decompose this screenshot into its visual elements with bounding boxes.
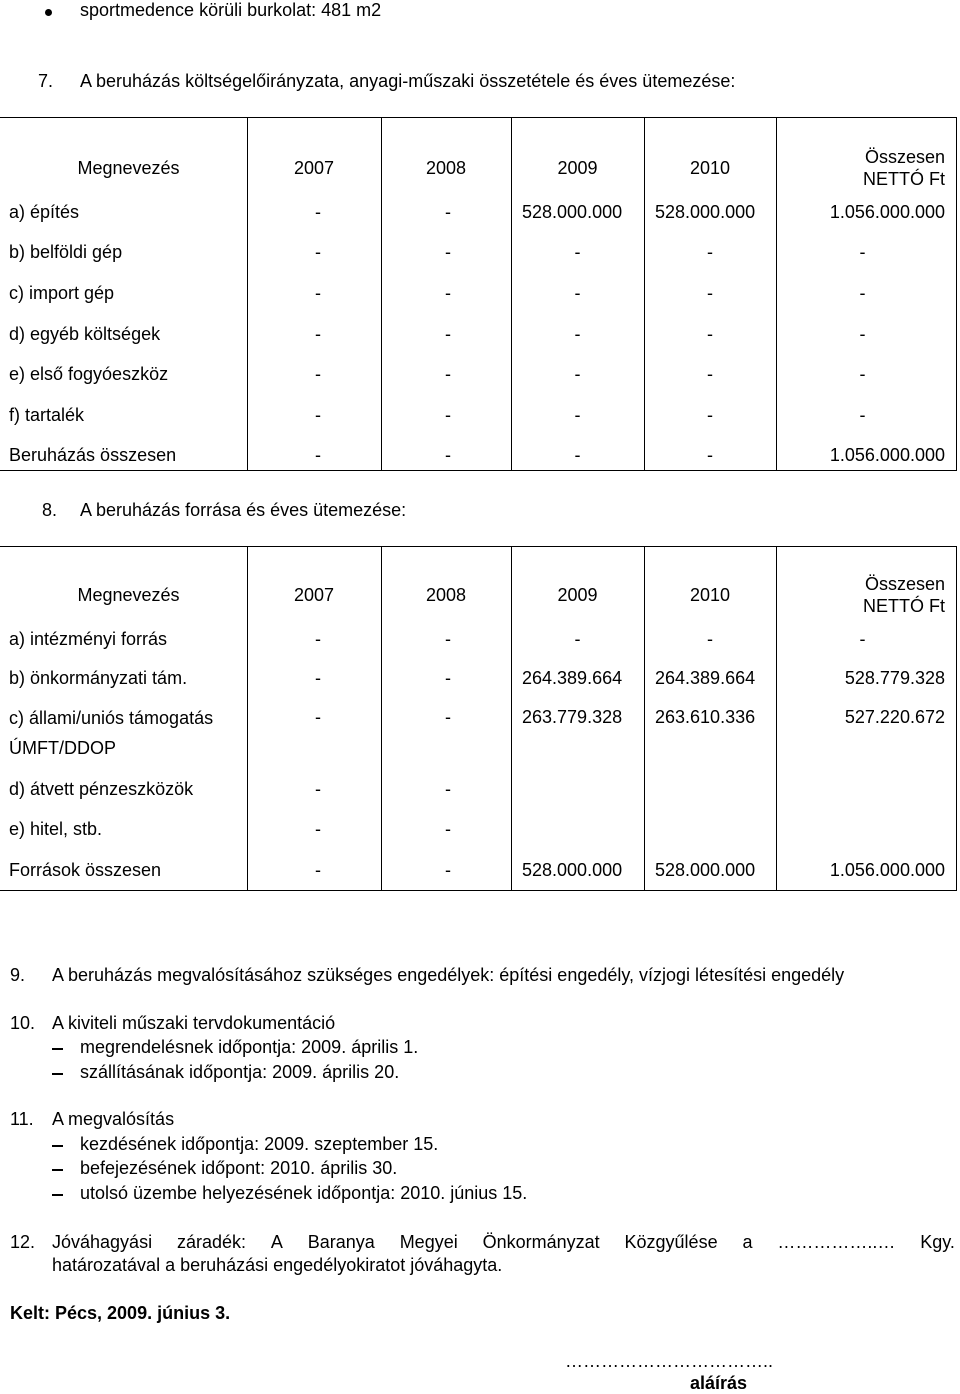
cell: - bbox=[707, 364, 713, 384]
cell: - bbox=[707, 405, 713, 425]
table-row bbox=[0, 232, 945, 273]
cell: 528.000.000 bbox=[655, 859, 756, 880]
cell: 263.610.336 bbox=[655, 707, 756, 727]
cell: - bbox=[859, 364, 866, 384]
cell: - bbox=[315, 819, 321, 839]
table-header-row bbox=[0, 547, 945, 619]
header-2008: 2008 bbox=[425, 585, 467, 605]
cell: - bbox=[859, 242, 866, 262]
cell: - bbox=[315, 778, 321, 799]
cell: - bbox=[315, 667, 321, 688]
cell: - bbox=[574, 242, 581, 262]
dash-bullet bbox=[52, 1194, 63, 1196]
cell: 1.056.000.000 bbox=[829, 859, 945, 880]
date-place: Kelt: Pécs, 2009. június 3. bbox=[10, 1303, 231, 1323]
row-label: a) intézményi forrás bbox=[9, 628, 168, 649]
word: Jóváhagyási bbox=[52, 1232, 153, 1252]
cell: - bbox=[445, 364, 451, 384]
table-2-border bbox=[956, 546, 957, 891]
section-8-title: A beruházás forrása és éves ütemezése: bbox=[80, 500, 407, 520]
cell: - bbox=[445, 405, 451, 425]
word: ……………..… bbox=[777, 1232, 896, 1252]
table-total-row bbox=[0, 850, 945, 890]
word: Önkormányzat bbox=[482, 1232, 600, 1252]
section-7-number: 7. bbox=[38, 71, 54, 91]
cell: - bbox=[574, 628, 581, 649]
cell: - bbox=[859, 405, 866, 425]
cell: - bbox=[574, 323, 581, 344]
table-row bbox=[0, 273, 945, 314]
word: Kgy. bbox=[920, 1232, 955, 1252]
cell: 528.779.328 bbox=[844, 667, 945, 688]
section-12-line-1 bbox=[52, 1232, 955, 1253]
table-row bbox=[0, 697, 945, 769]
word: Megyei bbox=[399, 1232, 458, 1252]
header-2009: 2009 bbox=[557, 158, 598, 178]
section-9-number: 9. bbox=[10, 965, 26, 985]
cell: - bbox=[574, 445, 581, 465]
row-label: e) hitel, stb. bbox=[9, 819, 103, 839]
list-item: kezdésének időpontja: 2009. szeptember 15. bbox=[80, 1134, 439, 1154]
row-label: c) import gép bbox=[9, 283, 115, 303]
funding-table bbox=[0, 547, 945, 890]
section-12-line-2: határozatával a beruházási engedélyokiratot jóváhagyta. bbox=[52, 1255, 503, 1275]
row-label: d) átvett pénzeszközök bbox=[9, 778, 194, 799]
cell: - bbox=[315, 445, 321, 465]
cell: - bbox=[859, 628, 866, 649]
section-9-text: A beruházás megvalósításához szükséges engedélyek: építési engedély, vízjogi létesítési engedély bbox=[52, 965, 845, 985]
cell: - bbox=[445, 242, 451, 262]
cell: - bbox=[315, 283, 321, 303]
signature-line: …………………………….. bbox=[565, 1351, 774, 1371]
dash-bullet bbox=[52, 1048, 63, 1050]
row-label: Beruházás összesen bbox=[9, 445, 177, 465]
bullet-dot bbox=[45, 9, 52, 16]
row-label: Források összesen bbox=[9, 859, 162, 880]
list-item: befejezésének időpont: 2010. április 30. bbox=[80, 1158, 398, 1178]
cell: - bbox=[574, 364, 581, 384]
row-label: f) tartalék bbox=[9, 405, 85, 425]
header-osszesen: Összesen bbox=[864, 146, 945, 167]
list-item: megrendelésnek időpontja: 2009. április 1. bbox=[80, 1037, 419, 1057]
cell: - bbox=[315, 201, 321, 222]
cell: 528.000.000 bbox=[522, 201, 623, 222]
cell: - bbox=[707, 628, 713, 649]
cell: - bbox=[315, 859, 321, 880]
cell: - bbox=[445, 707, 451, 727]
header-2008: 2008 bbox=[425, 158, 467, 178]
cell: 1.056.000.000 bbox=[829, 201, 945, 222]
table-1-border bbox=[956, 117, 957, 471]
table-row bbox=[0, 659, 945, 697]
cell: - bbox=[859, 283, 866, 303]
cell: - bbox=[445, 201, 451, 222]
word: záradék: bbox=[176, 1232, 246, 1252]
table-row bbox=[0, 619, 945, 659]
section-12-number: 12. bbox=[10, 1232, 36, 1252]
word: Baranya bbox=[307, 1232, 375, 1252]
table-row bbox=[0, 314, 945, 354]
header-megnevezes: Megnevezés bbox=[77, 158, 180, 178]
cell: - bbox=[315, 405, 321, 425]
dash-bullet bbox=[52, 1145, 63, 1147]
cell: - bbox=[315, 707, 321, 727]
cell: 528.000.000 bbox=[522, 859, 623, 880]
header-2009: 2009 bbox=[557, 585, 598, 605]
signature-label: aláírás bbox=[690, 1373, 748, 1393]
row-label: b) belföldi gép bbox=[9, 242, 123, 262]
header-2010: 2010 bbox=[689, 158, 731, 178]
table-2-border bbox=[0, 890, 957, 891]
header-osszesen: Összesen bbox=[864, 573, 945, 594]
cell: 264.389.664 bbox=[522, 667, 623, 688]
cell: - bbox=[707, 323, 713, 344]
cell: - bbox=[445, 283, 451, 303]
table-total-row bbox=[0, 436, 945, 475]
row-label-line-2: ÚMFT/DDOP bbox=[9, 738, 116, 758]
row-label: d) egyéb költségek bbox=[9, 323, 161, 344]
section-11-title: A megvalósítás bbox=[52, 1109, 175, 1129]
bullet-text: sportmedence körüli burkolat: 481 m2 bbox=[80, 0, 382, 20]
header-2007: 2007 bbox=[293, 585, 335, 605]
row-label: a) építés bbox=[9, 201, 80, 222]
cell: - bbox=[707, 283, 713, 303]
section-10-number: 10. bbox=[10, 1013, 36, 1033]
dash-bullet bbox=[52, 1073, 63, 1075]
header-netto: NETTÓ Ft bbox=[863, 595, 945, 616]
cell: - bbox=[445, 628, 451, 649]
header-2010: 2010 bbox=[689, 585, 731, 605]
table-row bbox=[0, 809, 945, 850]
cell: - bbox=[445, 323, 451, 344]
row-label: c) állami/uniós támogatás bbox=[9, 708, 214, 728]
cost-table bbox=[0, 118, 945, 475]
cell: 527.220.672 bbox=[844, 707, 945, 727]
header-2007: 2007 bbox=[293, 158, 335, 178]
header-megnevezes: Megnevezés bbox=[77, 585, 180, 605]
cell: 264.389.664 bbox=[655, 667, 756, 688]
cell: 1.056.000.000 bbox=[829, 445, 945, 465]
table-header-row bbox=[0, 118, 945, 192]
cell: - bbox=[574, 283, 581, 303]
cell: - bbox=[315, 364, 321, 384]
dash-bullet bbox=[52, 1169, 63, 1171]
row-label: e) első fogyóeszköz bbox=[9, 364, 169, 384]
table-row bbox=[0, 395, 945, 436]
word: Közgyűlése bbox=[624, 1232, 718, 1252]
cell: - bbox=[315, 628, 321, 649]
section-10-title: A kiviteli műszaki tervdokumentáció bbox=[52, 1013, 336, 1033]
cell: - bbox=[707, 445, 713, 465]
cell: - bbox=[445, 819, 451, 839]
section-7-title: A beruházás költségelőirányzata, anyagi-műszaki összetétele és éves ütemezése: bbox=[80, 71, 736, 91]
header-netto: NETTÓ Ft bbox=[863, 168, 945, 189]
list-item: utolsó üzembe helyezésének időpontja: 2010. június 15. bbox=[80, 1183, 528, 1203]
cell: - bbox=[859, 323, 866, 344]
table-row bbox=[0, 192, 945, 232]
cell: - bbox=[574, 405, 581, 425]
cell: - bbox=[445, 778, 451, 799]
table-row bbox=[0, 769, 945, 809]
cell: - bbox=[445, 859, 451, 880]
cell: 263.779.328 bbox=[522, 707, 623, 727]
list-item: szállításának időpontja: 2009. április 20. bbox=[80, 1062, 400, 1082]
section-8-number: 8. bbox=[42, 500, 58, 520]
cell: - bbox=[315, 242, 321, 262]
section-11-number: 11. bbox=[10, 1109, 34, 1129]
row-label: b) önkormányzati tám. bbox=[9, 667, 188, 688]
word: a bbox=[742, 1232, 753, 1252]
table-row bbox=[0, 354, 945, 395]
cell: - bbox=[445, 667, 451, 688]
cell: - bbox=[315, 323, 321, 344]
cell: - bbox=[707, 242, 713, 262]
word: A bbox=[270, 1232, 283, 1252]
cell: - bbox=[445, 445, 451, 465]
cell: 528.000.000 bbox=[655, 201, 756, 222]
